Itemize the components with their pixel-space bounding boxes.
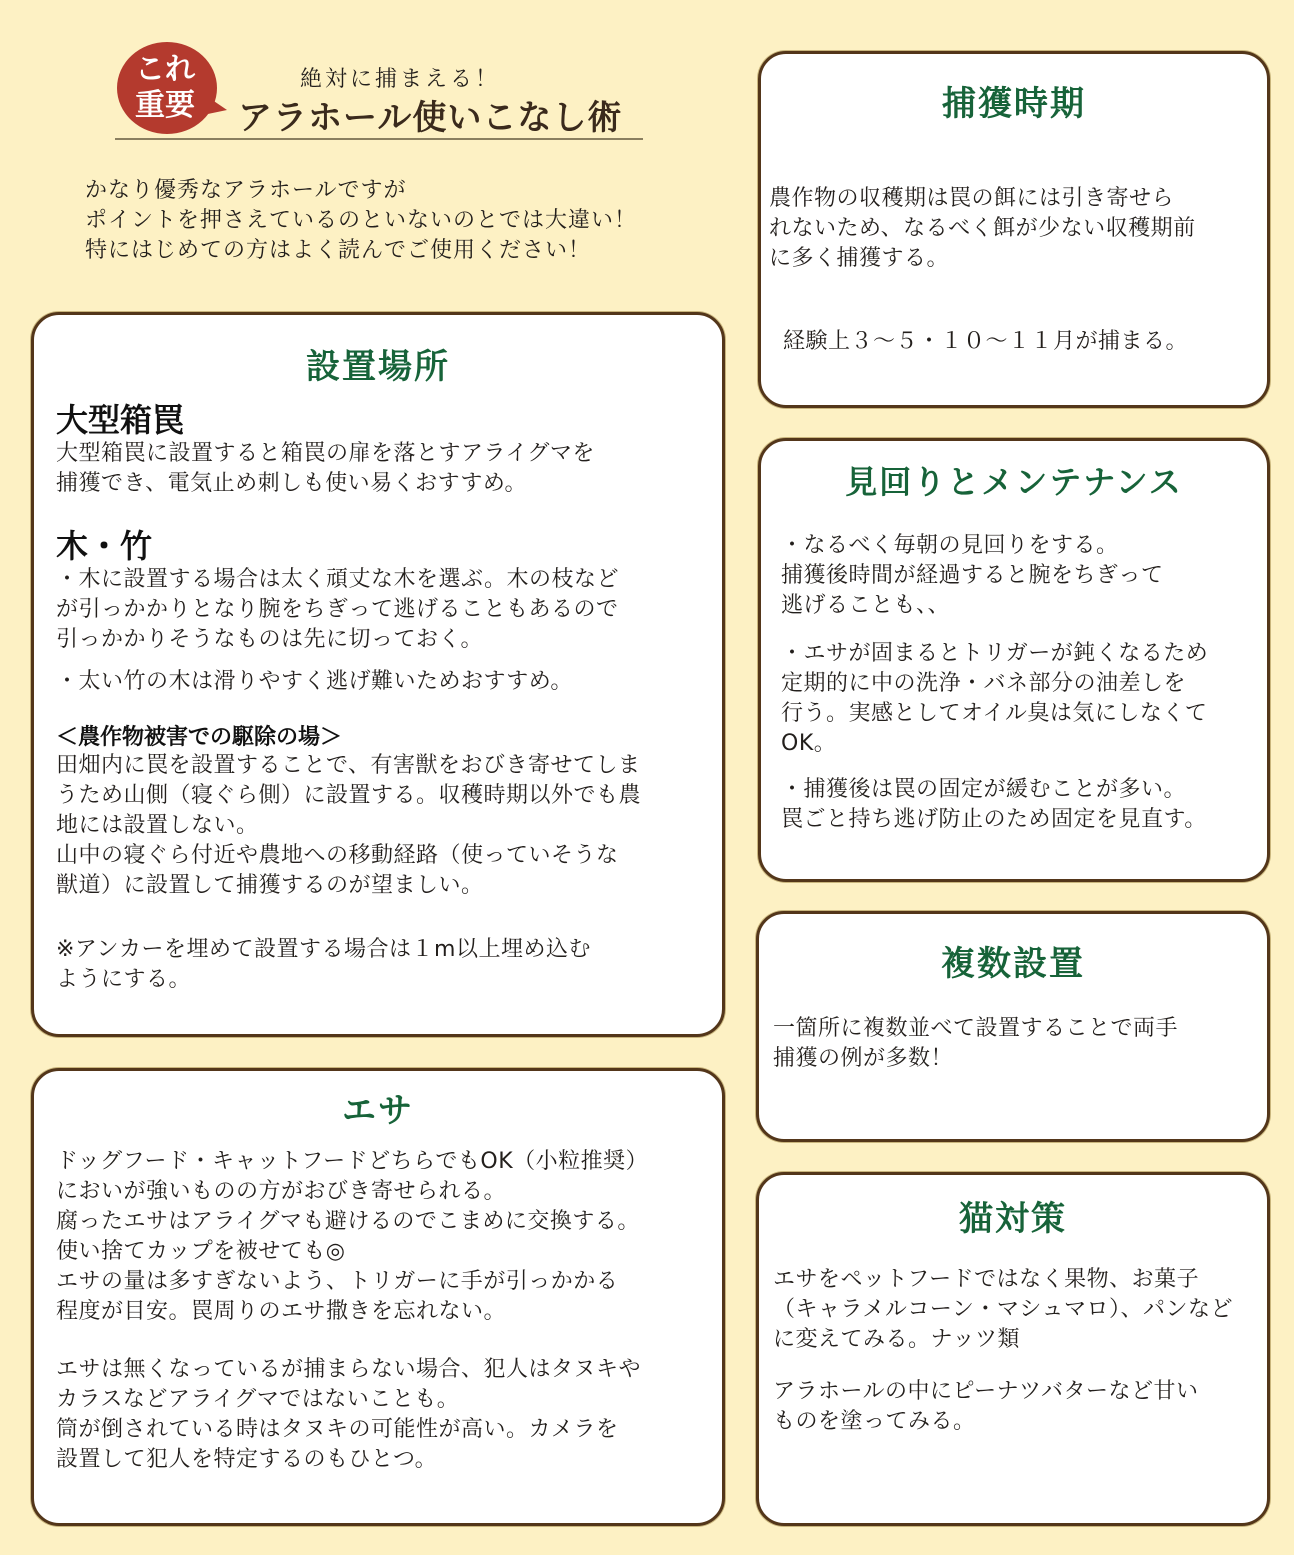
text-line: うため山側（寝ぐら側）に設置する。収穫時期以外でも農 <box>56 783 642 808</box>
text-line: が引っかかりとなり腕をちぎって逃げることもあるので <box>56 597 619 622</box>
tree-text-2 <box>56 667 573 697</box>
badge-line-1: これ <box>135 52 195 87</box>
important-badge <box>115 40 221 136</box>
header-title: アラホール使いこなし術 <box>238 98 623 138</box>
text-line: に多く捕獲する。 <box>769 246 950 271</box>
text-line: 経験上３～５・１０～１１月が捕まる。 <box>783 329 1189 354</box>
text-line: エサの量は多すぎないよう、トリガーに手が引っかかる <box>56 1269 619 1294</box>
text-line: 罠ごと持ち逃げ防止のため固定を見直す。 <box>781 807 1207 832</box>
header-subtitle: 絶対に捕まえる！ <box>299 67 500 92</box>
maintenance-text-2 <box>781 639 1208 759</box>
text-line: 捕獲後時間が経過すると腕をちぎって <box>781 563 1164 588</box>
text-line: ・捕獲後は罠の固定が緩むことが多い。 <box>781 777 1187 802</box>
multiple-title: 複数設置 <box>941 944 1085 984</box>
header-divider <box>115 138 643 140</box>
box-trap-heading: 大型箱罠 <box>56 401 185 439</box>
text-line: 設置して犯人を特定するのもひとつ。 <box>56 1447 438 1472</box>
season-note <box>783 327 1188 357</box>
text-line: 行う。実感としてオイル臭は気にしなくて <box>781 701 1208 726</box>
text-line: ・太い竹の木は滑りやすく逃げ難いためおすすめ。 <box>56 669 573 694</box>
intro-line: ポイントを押さえているのといないのとでは大違い！ <box>85 208 638 233</box>
text-line: ・木に設置する場合は太く頑丈な木を選ぶ。木の枝など <box>56 567 619 592</box>
text-line: 田畑内に罠を設置することで、有害獣をおびき寄せてしま <box>56 753 641 778</box>
season-box <box>758 51 1270 408</box>
text-line: 引っかかりそうなものは先に切っておく。 <box>56 627 484 652</box>
text-line: ※アンカーを埋めて設置する場合は１m以上埋め込む <box>56 937 591 962</box>
box-trap-text <box>56 439 595 499</box>
crop-text <box>56 751 641 901</box>
maintenance-text-1 <box>781 531 1164 621</box>
text-line: 程度が目安。罠周りのエサ撒きを忘れない。 <box>56 1299 507 1324</box>
placement-title: 設置場所 <box>306 347 450 387</box>
cat-text-2 <box>773 1377 1199 1437</box>
intro-line: かなり優秀なアラホールですが <box>85 178 407 203</box>
season-text <box>769 184 1196 274</box>
maintenance-text-3 <box>781 775 1207 835</box>
intro-line: 特にはじめての方はよく読んでご使用ください！ <box>85 238 592 263</box>
text-line: 農作物の収穫期は罠の餌には引き寄せら <box>769 186 1175 211</box>
text-line: アラホールの中にピーナツバターなど甘い <box>773 1379 1199 1404</box>
bottom-strip <box>0 1555 1294 1562</box>
bait-text-1 <box>56 1147 648 1327</box>
crop-heading: ＜農作物被害での駆除の場＞ <box>56 725 343 750</box>
text-line: 地には設置しない。 <box>56 813 259 838</box>
bait-box <box>31 1068 725 1526</box>
text-line: 使い捨てカップを被せても◎ <box>56 1239 346 1264</box>
bait-text-2 <box>56 1355 641 1475</box>
bait-title: エサ <box>342 1091 414 1131</box>
text-line: においが強いものの方がおびき寄せられる。 <box>56 1179 507 1204</box>
text-line: エサは無くなっているが捕まらない場合、犯人はタヌキや <box>56 1357 642 1382</box>
multiple-text <box>773 1014 1178 1074</box>
text-line: 捕獲でき、電気止め刺しも使い易くおすすめ。 <box>56 471 527 496</box>
text-line: ものを塗ってみる。 <box>773 1409 976 1434</box>
season-title: 捕獲時期 <box>942 84 1086 124</box>
badge-text <box>115 52 215 124</box>
text-line: ドッグフード・キャットフードどちらでもOK（小粒推奨） <box>56 1149 649 1174</box>
text-line: エサをペットフードではなく果物、お菓子 <box>773 1267 1200 1292</box>
anchor-text <box>56 935 591 995</box>
text-line: 定期的に中の洗浄・バネ部分の油差しを <box>781 671 1187 696</box>
text-line: ・エサが固まるとトリガーが鈍くなるため <box>781 641 1209 666</box>
text-line: 腐ったエサはアライグマも避けるのでこまめに交換する。 <box>56 1209 640 1234</box>
text-line: 獣道）に設置して捕獲するのが望ましい。 <box>56 873 484 898</box>
multiple-box <box>756 911 1270 1142</box>
maintenance-title: 見回りとメンテナンス <box>845 463 1183 501</box>
text-line: 逃げることも、、 <box>781 593 951 618</box>
cat-title: 猫対策 <box>959 1199 1067 1239</box>
placement-box <box>31 312 725 1037</box>
text-line: 筒が倒されている時はタヌキの可能性が高い。カメラを <box>56 1417 619 1442</box>
text-line: 捕獲の例が多数！ <box>773 1046 954 1071</box>
text-line: ようにする。 <box>56 967 192 992</box>
cat-box <box>756 1172 1270 1526</box>
text-line: （キャラメルコーン・マシュマロ）、パンなど <box>773 1297 1233 1322</box>
intro-text <box>85 176 637 266</box>
text-line: カラスなどアライグマではないことも。 <box>56 1387 460 1412</box>
text-line: OK。 <box>781 731 837 756</box>
text-line: れないため、なるべく餌が少ない収穫期前 <box>769 216 1196 241</box>
badge-line-2: 重要 <box>135 88 195 123</box>
text-line: 大型箱罠に設置すると箱罠の扉を落とすアライグマを <box>56 441 595 466</box>
tree-text-1 <box>56 565 619 655</box>
text-line: 山中の寝ぐら付近や農地への移動経路（使っていそうな <box>56 843 619 868</box>
maintenance-box <box>758 438 1270 882</box>
text-line: 一箇所に複数並べて設置することで両手 <box>773 1016 1179 1041</box>
tree-heading: 木・竹 <box>56 527 153 565</box>
text-line: に変えてみる。ナッツ類 <box>773 1327 1021 1352</box>
cat-text-1 <box>773 1265 1233 1355</box>
text-line: ・なるべく毎朝の見回りをする。 <box>781 533 1119 558</box>
